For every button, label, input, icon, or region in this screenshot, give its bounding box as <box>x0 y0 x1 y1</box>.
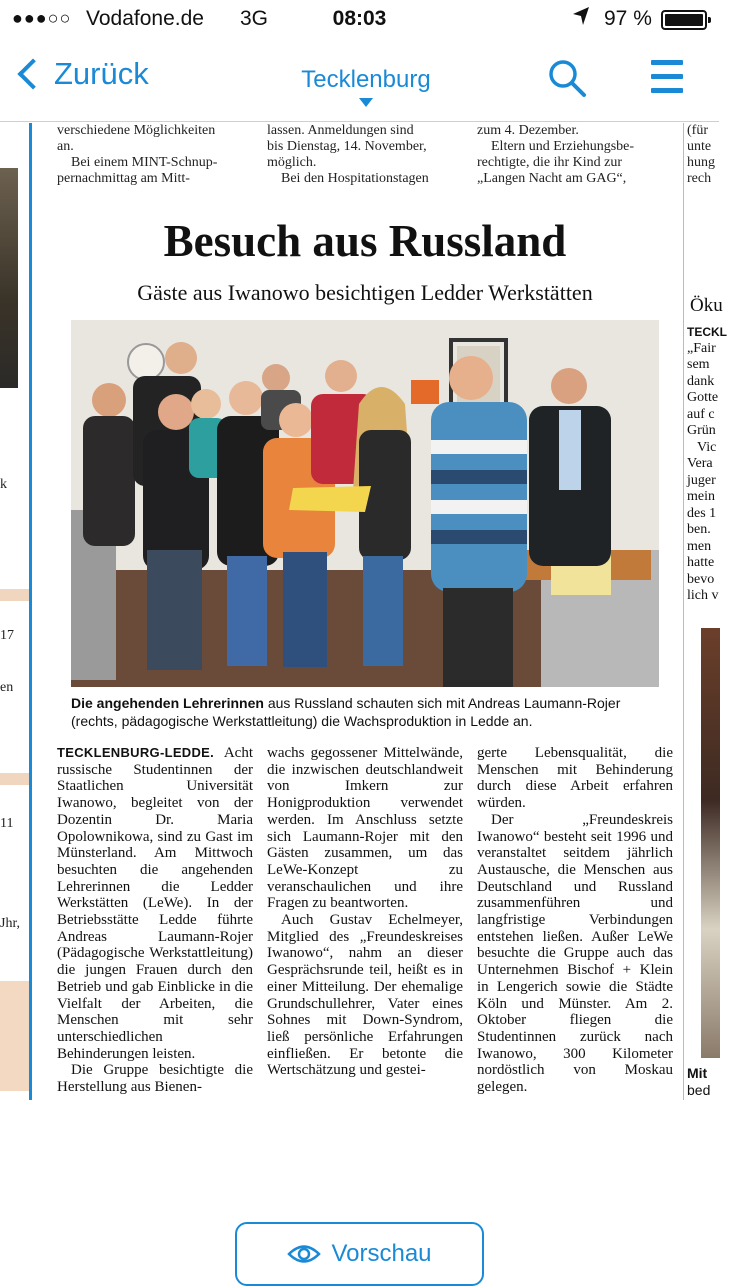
text-line: verschiedene Möglichkeiten <box>57 123 216 138</box>
article-paragraph: Auch Gustav Echelmeyer, Mitglied des „Freundeskreises Iwanowo“, nahm an dieser Gesprächsrunde teil, heißt es in einer Mitteilung. Der ehemalige Grundschullehrer, Vater eines Sohnes mit Down-Syndrom, ließ persönliche Erfahrungen einfließen. Er betonte die Wertschätzung und gestei- <box>267 912 463 1079</box>
status-bar <box>0 0 719 40</box>
back-label: Zurück <box>54 56 149 91</box>
top-column-3 <box>477 123 673 187</box>
top-column-2 <box>267 123 463 187</box>
caption-text: aus Russland schauten sich mit Andreas Laumann-Rojer (rechts, pädagogische Werkstattleitung) die Wachsproduktion in Ledde an. <box>71 695 621 729</box>
text-line: Gotte <box>687 390 719 405</box>
article-column-2 <box>267 745 463 1079</box>
left-page-strip <box>0 123 32 1100</box>
text-line: Vic <box>697 439 717 455</box>
preview-label: Vorschau <box>331 1240 432 1267</box>
left-photo-fragment <box>0 168 18 388</box>
caret-down-icon[interactable] <box>359 98 373 107</box>
left-fragment: en <box>0 680 14 695</box>
text-line: auf c <box>687 406 715 422</box>
text-line: rechtigte, die ihr Kind zur <box>477 155 623 170</box>
battery-percent: 97 % <box>604 7 652 30</box>
article-subheadline: Gäste aus Iwanowo besichtigen Ledder Werkstätten <box>137 280 593 305</box>
left-fragment: 17 <box>0 628 14 643</box>
text-line: pernachmittag am Mitt- <box>57 171 190 186</box>
right-article-text <box>687 324 727 605</box>
text-line: mein <box>687 489 715 504</box>
text-line: Eltern und Erziehungsbe- <box>491 139 635 154</box>
right-page-strip <box>683 123 719 1100</box>
text-line: Bei den Hospitationstagen <box>281 171 429 186</box>
network-type: 3G <box>240 7 269 30</box>
article-paragraph: wachs gegossener Mittelwände, die inzwischen deutschlandweit von Imkern zur Honigproduktion verwendet werden. Im Anschluss setzte sich Laumann-Rojer mit den Gästen zusammen, um das LeWe-Konzept zu veranschaulichen und ihre Fragen zu beantworten. <box>267 745 463 912</box>
text-line: rech <box>687 171 712 186</box>
text-line: sem <box>687 357 710 372</box>
photo-caption <box>71 694 663 730</box>
clock: 08:03 <box>332 7 387 30</box>
text-line: hatte <box>687 555 715 570</box>
right-top-fragment <box>687 123 715 187</box>
text-line: zum 4. Dezember. <box>477 123 579 138</box>
text-line: dank <box>687 373 715 389</box>
text-line: juger <box>687 472 716 488</box>
article-headline: Besuch aus Russland <box>163 216 567 266</box>
paragraph-text: Acht russische Studentinnen der Staatlichen Universität Iwanowo, begleitet von der Dozentin Dr. Maria Opolownikowa, sind zu Gast im Münsterland. Am Mittwoch besuchten die angehenden Lehrerinnen die Ledder Werkstätten (LeWe). In der Betriebsstätte Ledde führte Andreas Laumann-Rojer (Pädagogische Werkstattleitung) die jungen Frauen durch den Betrieb und gab Einblicke in die Vielfalt der Arbeiten, die Menschen mit sehr unterschiedlichen Behinderungen leisten. <box>57 745 253 1062</box>
text-line: des 1 <box>687 505 717 521</box>
text-line: bed <box>687 1081 711 1098</box>
text-line: Grün <box>687 423 716 438</box>
dateline: TECKLENBURG-LEDDE. <box>57 745 215 760</box>
right-photo-fragment <box>701 628 720 1058</box>
text-line: Mit <box>687 1065 708 1081</box>
text-line: ben. <box>687 522 711 537</box>
left-band <box>0 981 29 1091</box>
preview-button[interactable] <box>235 1222 484 1286</box>
caption-lead: Die angehenden Lehrerinnen <box>71 695 264 711</box>
text-line: möglich. <box>267 155 317 170</box>
article-paragraph: Der „Freundeskreis Iwanowo“ besteht seit 1996 und veranstaltet seitdem jährlich Austausche, die Menschen aus Deutschland und Russland zusammenführen und langfristige Verbindungen entstehen ließen. Außer LeWe besuchte die Gruppe auch das Unternehmen Bischof + Klein in Lengerich sowie die Städte Köln und Münster. Am 2. Oktober fliegen die Studentinnen zurück nach Iwanowo, 300 Kilometer nordöstlich von Moskau gelegen. <box>477 811 673 1096</box>
article-paragraph <box>57 745 253 1062</box>
text-line: bevo <box>687 571 715 587</box>
article-paragraph: gerte Lebensqualität, die Menschen mit Behinderung durch diese Arbeit erfahren würden. <box>477 745 673 812</box>
text-line: lich v <box>687 588 719 603</box>
text-line: „Langen Nacht am GAG“, <box>477 171 627 186</box>
text-line: hung <box>687 155 715 170</box>
text-line: Vera <box>687 456 713 471</box>
navigation-bar <box>0 40 719 122</box>
hamburger-menu-icon[interactable] <box>651 60 683 94</box>
text-line: men <box>687 538 712 554</box>
left-fragment: k <box>0 477 7 492</box>
left-fragment: 11 <box>0 816 14 831</box>
article-photo[interactable] <box>71 320 659 687</box>
article-column-1 <box>57 745 253 1096</box>
battery-icon <box>661 10 707 30</box>
text-line: (für <box>687 123 708 138</box>
right-article-heading: Öku <box>690 295 723 316</box>
article-paragraph: Die Gruppe besichtigte die Herstellung aus Bienen- <box>57 1062 253 1096</box>
text-line: TECKL <box>687 325 727 339</box>
carrier-name: Vodafone.de <box>86 7 204 30</box>
text-line: an. <box>57 139 74 154</box>
newspaper-page[interactable] <box>0 123 727 1100</box>
article-column-3 <box>477 745 673 1096</box>
text-line: lassen. Anmeldungen sind <box>267 123 414 138</box>
left-band <box>0 773 29 785</box>
right-caption-fragment <box>687 1065 710 1098</box>
left-fragment: Jhr, <box>0 916 21 931</box>
signal-strength: ●●●○○ <box>12 8 72 28</box>
text-line: Bei einem MINT-Schnup- <box>71 155 218 170</box>
location-arrow-icon <box>572 6 590 32</box>
search-icon[interactable] <box>547 58 587 98</box>
left-band <box>0 589 29 601</box>
edition-selector[interactable]: Tecklenburg <box>301 66 431 93</box>
eye-icon <box>287 1243 321 1265</box>
text-line: bis Dienstag, 14. November, <box>267 139 427 154</box>
text-line: unte <box>687 139 712 154</box>
text-line: „Fair <box>687 340 716 356</box>
top-column-1 <box>57 123 255 187</box>
